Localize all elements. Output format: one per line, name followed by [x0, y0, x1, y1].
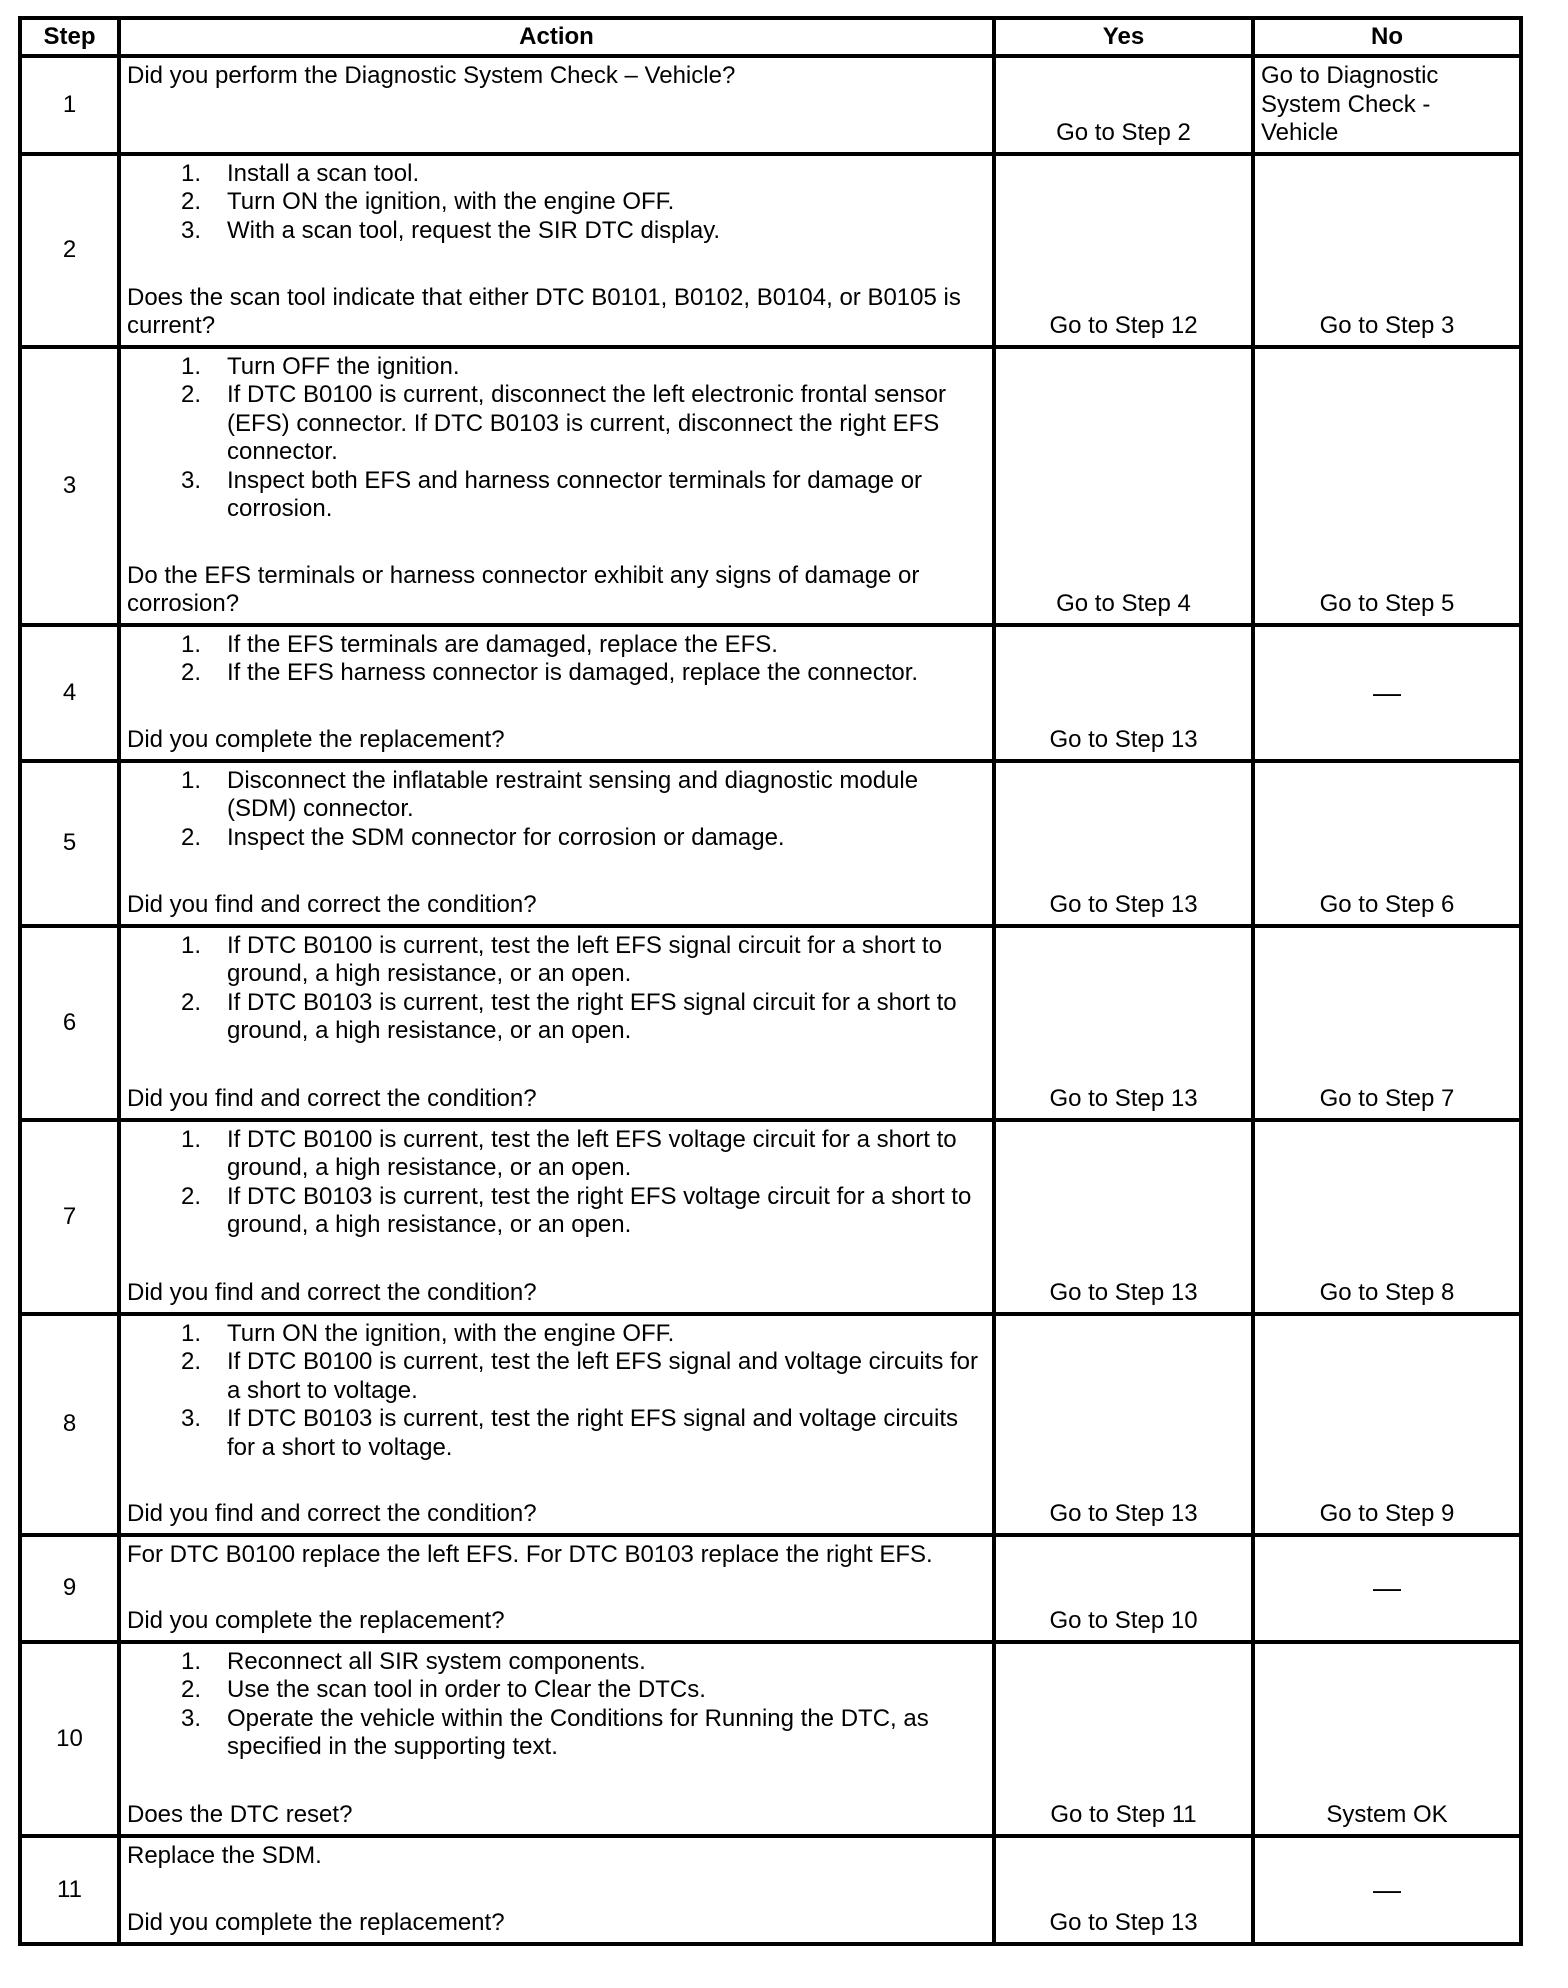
list-item [127, 1183, 986, 1240]
list-item [127, 1320, 986, 1349]
step-number: 11 [20, 1836, 119, 1944]
yes-action: Go to Step 13 [1049, 891, 1198, 918]
list-item-text: Install a scan tool. [227, 159, 420, 187]
table-row [20, 1314, 1521, 1535]
no-action: Go to Step 3 [1319, 312, 1455, 339]
step-number: 5 [20, 761, 119, 926]
list-item-number: 3. [180, 466, 201, 494]
no-action: Go to Step 7 [1319, 1085, 1455, 1112]
step-number: 10 [20, 1642, 119, 1836]
table-row [20, 761, 1521, 926]
list-item [127, 1405, 986, 1462]
action-steps-list [127, 1320, 986, 1463]
no-cell [1253, 926, 1521, 1120]
yes-action: Go to Step 4 [1056, 590, 1191, 617]
yes-action: Go to Step 2 [1056, 119, 1191, 146]
yes-cell [994, 154, 1253, 347]
table-row [20, 154, 1521, 347]
list-item-text: Reconnect all SIR system components. [227, 1647, 646, 1675]
list-item-text: If the EFS harness connector is damaged, replace the connector. [227, 659, 919, 686]
list-item [127, 467, 986, 524]
header-yes: Yes [994, 18, 1253, 56]
table-row [20, 625, 1521, 761]
action-cell [119, 347, 994, 625]
no-cell [1253, 1642, 1521, 1836]
list-item-number: 1. [180, 1125, 201, 1153]
list-item-number: 3. [180, 216, 201, 244]
table-row [20, 1120, 1521, 1314]
no-cell [1253, 1535, 1521, 1642]
list-item [127, 1648, 986, 1677]
no-action: Go to Step 6 [1319, 891, 1455, 918]
no-cell [1253, 761, 1521, 926]
list-item-text: Inspect both EFS and harness connector terminals for damage or corrosion. [227, 466, 923, 522]
list-item-number: 3. [180, 1405, 201, 1432]
yes-cell [994, 926, 1253, 1120]
action-question: Did you complete the replacement? [127, 1607, 505, 1634]
yes-action: Go to Step 12 [1049, 312, 1198, 339]
action-cell [119, 56, 994, 154]
no-cell [1253, 154, 1521, 347]
table-row [20, 1642, 1521, 1836]
list-item [127, 989, 986, 1046]
step-number: 1 [20, 56, 119, 154]
list-item [127, 1676, 986, 1705]
yes-cell [994, 761, 1253, 926]
no-action: Go to Diagnostic System Check - Vehicle [1261, 62, 1439, 146]
yes-cell [994, 56, 1253, 154]
no-cell [1253, 56, 1521, 154]
action-cell [119, 625, 994, 761]
no-action-dash: — [1373, 1873, 1401, 1905]
action-text: For DTC B0100 replace the left EFS. For DTC B0103 replace the right EFS. [127, 1540, 933, 1568]
list-item-number: 2. [180, 988, 201, 1016]
no-action: Go to Step 9 [1319, 1500, 1455, 1527]
action-cell [119, 1642, 994, 1836]
list-item-number: 2. [180, 381, 201, 408]
no-action: Go to Step 5 [1319, 590, 1455, 617]
list-item [127, 1126, 986, 1183]
yes-cell [994, 1535, 1253, 1642]
list-item [127, 381, 986, 467]
list-item-text: If DTC B0103 is current, test the right EFS signal circuit for a short to ground, a high resistance, or an open. [227, 988, 957, 1044]
action-cell [119, 154, 994, 347]
action-cell [119, 1535, 994, 1642]
list-item-text: Inspect the SDM connector for corrosion or damage. [227, 823, 785, 851]
list-item-text: Turn ON the ignition, with the engine OFF. [227, 1319, 675, 1347]
header-row [20, 18, 1521, 56]
list-item-number: 2. [180, 823, 201, 851]
step-number: 4 [20, 625, 119, 761]
diagnostic-table [18, 16, 1523, 1946]
header-no: No [1253, 18, 1521, 56]
list-item-number: 1. [180, 766, 201, 794]
list-item [127, 659, 986, 688]
yes-cell [994, 1836, 1253, 1944]
list-item-text: If the EFS terminals are damaged, replace the EFS. [227, 630, 778, 658]
list-item [127, 1705, 986, 1762]
action-question: Did you find and correct the condition? [127, 1500, 537, 1527]
no-cell [1253, 1836, 1521, 1944]
list-item [127, 188, 986, 217]
action-question: Do the EFS terminals or harness connector exhibit any signs of damage or corrosion? [127, 561, 920, 617]
header-action: Action [119, 18, 994, 56]
action-steps-list [127, 767, 986, 853]
list-item [127, 824, 986, 853]
list-item-text: Disconnect the inflatable restraint sensing and diagnostic module (SDM) connector. [227, 766, 919, 822]
yes-action: Go to Step 10 [1049, 1607, 1198, 1634]
action-steps-list [127, 631, 986, 688]
list-item [127, 932, 986, 989]
list-item-text: If DTC B0100 is current, test the left EFS signal circuit for a short to ground, a high resistance, or an open. [227, 931, 942, 987]
list-item-number: 2. [180, 659, 201, 686]
list-item-text: If DTC B0100 is current, test the left EFS signal and voltage circuits for a short to voltage. [227, 1348, 978, 1404]
yes-action: Go to Step 13 [1049, 726, 1198, 753]
yes-action: Go to Step 11 [1050, 1801, 1197, 1828]
no-cell [1253, 347, 1521, 625]
action-cell [119, 761, 994, 926]
table-row [20, 1535, 1521, 1642]
action-text: Did you perform the Diagnostic System Check – Vehicle? [127, 62, 736, 89]
action-question: Did you complete the replacement? [127, 726, 505, 753]
action-steps-list [127, 353, 986, 524]
list-item [127, 353, 986, 382]
action-question: Did you find and correct the condition? [127, 891, 537, 918]
yes-action: Go to Step 13 [1049, 1500, 1198, 1527]
list-item-number: 1. [180, 1647, 201, 1675]
list-item-number: 1. [180, 352, 201, 380]
yes-action: Go to Step 13 [1049, 1279, 1198, 1306]
yes-cell [994, 347, 1253, 625]
step-number: 3 [20, 347, 119, 625]
table-row [20, 56, 1521, 154]
yes-cell [994, 1642, 1253, 1836]
no-action-dash: — [1373, 1571, 1401, 1603]
step-number: 9 [20, 1535, 119, 1642]
yes-cell [994, 625, 1253, 761]
list-item-text: Operate the vehicle within the Conditions for Running the DTC, as specified in the supporting text. [227, 1704, 929, 1760]
list-item-number: 2. [180, 1348, 201, 1375]
list-item-text: If DTC B0100 is current, test the left EFS voltage circuit for a short to ground, a high resistance, or an open. [227, 1125, 957, 1181]
list-item-text: With a scan tool, request the SIR DTC display. [227, 216, 721, 244]
list-item-number: 2. [180, 1676, 201, 1703]
step-number: 6 [20, 926, 119, 1120]
action-question: Does the DTC reset? [127, 1801, 353, 1828]
action-cell [119, 1836, 994, 1944]
action-question: Does the scan tool indicate that either DTC B0101, B0102, B0104, or B0105 is current? [127, 283, 961, 339]
list-item-number: 3. [180, 1704, 201, 1732]
step-number: 2 [20, 154, 119, 347]
action-steps-list [127, 160, 986, 246]
step-number: 7 [20, 1120, 119, 1314]
no-action: Go to Step 8 [1319, 1279, 1455, 1306]
list-item-text: Turn ON the ignition, with the engine OFF. [227, 188, 675, 215]
action-question: Did you find and correct the condition? [127, 1085, 537, 1112]
no-cell [1253, 1120, 1521, 1314]
list-item-number: 1. [180, 1319, 201, 1347]
list-item [127, 160, 986, 189]
list-item-number: 2. [180, 1182, 201, 1210]
yes-cell [994, 1314, 1253, 1535]
list-item [127, 767, 986, 824]
action-question: Did you complete the replacement? [127, 1909, 505, 1936]
action-text: Replace the SDM. [127, 1841, 322, 1869]
no-action: System OK [1326, 1801, 1448, 1828]
action-cell [119, 1120, 994, 1314]
table-row [20, 1836, 1521, 1944]
list-item-text: Use the scan tool in order to Clear the DTCs. [227, 1676, 706, 1703]
list-item [127, 631, 986, 660]
list-item-text: If DTC B0100 is current, disconnect the left electronic frontal sensor (EFS) connector. If DTC B0103 is current, disconnect the right EFS connector. [227, 381, 947, 465]
action-cell [119, 1314, 994, 1535]
action-question: Did you find and correct the condition? [127, 1279, 537, 1306]
action-steps-list [127, 932, 986, 1046]
no-action-dash: — [1373, 676, 1401, 708]
action-steps-list [127, 1126, 986, 1240]
step-number: 8 [20, 1314, 119, 1535]
yes-action: Go to Step 13 [1049, 1085, 1198, 1112]
no-cell [1253, 1314, 1521, 1535]
list-item [127, 1348, 986, 1405]
action-steps-list [127, 1648, 986, 1762]
list-item [127, 217, 986, 246]
list-item-number: 1. [180, 630, 201, 658]
list-item-number: 1. [180, 159, 201, 187]
list-item-text: If DTC B0103 is current, test the right EFS voltage circuit for a short to ground, a high resistance, or an open. [227, 1182, 972, 1238]
table-row [20, 347, 1521, 625]
list-item-number: 1. [180, 931, 201, 959]
yes-cell [994, 1120, 1253, 1314]
action-cell [119, 926, 994, 1120]
yes-action: Go to Step 13 [1049, 1909, 1198, 1936]
list-item-text: Turn OFF the ignition. [227, 352, 460, 380]
no-cell [1253, 625, 1521, 761]
header-step: Step [20, 18, 119, 56]
table-row [20, 926, 1521, 1120]
list-item-number: 2. [180, 188, 201, 215]
list-item-text: If DTC B0103 is current, test the right EFS signal and voltage circuits for a short to voltage. [227, 1405, 958, 1461]
